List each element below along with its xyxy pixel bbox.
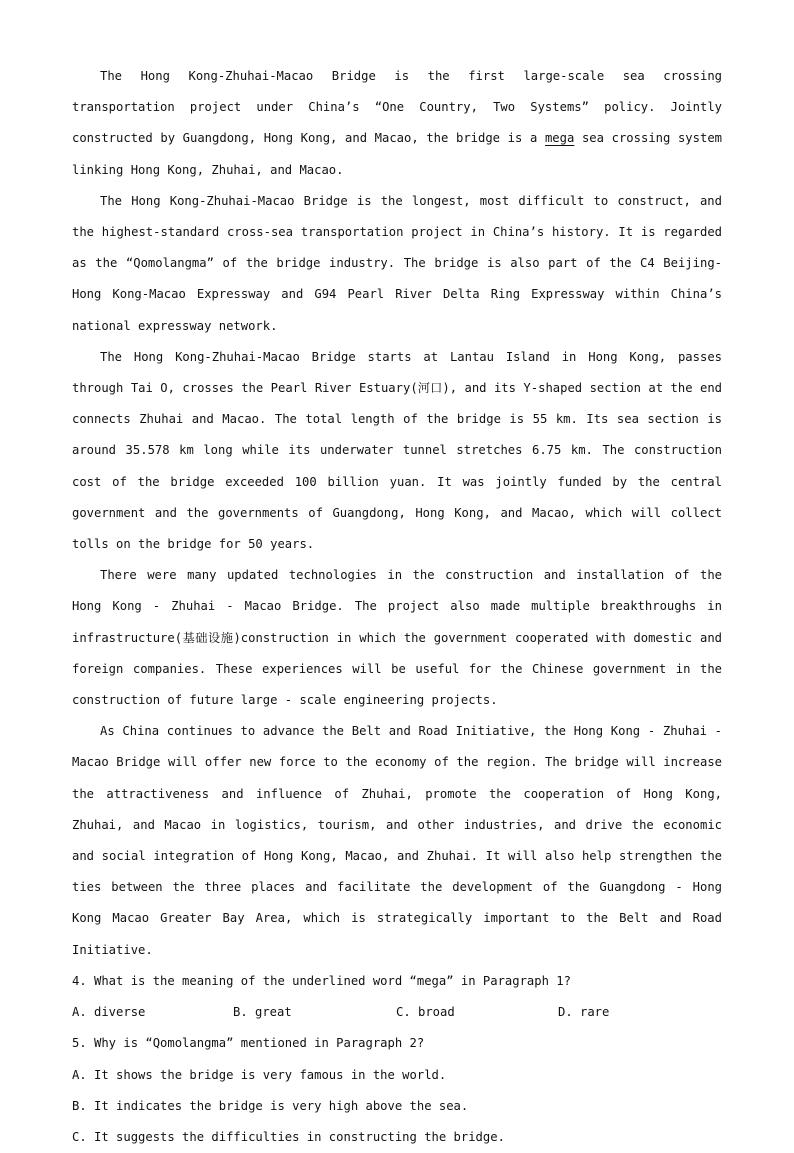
paragraph-3: The Hong Kong-Zhuhai-Macao Bridge starts at Lantau Island in Hong Kong, passes through Tai O, crosses the Pearl River Estuary(河口), and its Y-shaped section at the end connects Zhuhai and Macao. The total length of the bridge is 55 km. Its sea section is around 35.578 km long while its underwater tunnel stretches 6.75 km. The construction cost of the bridge exceeded 100 billion yuan. It was jointly funded by the central government and the governments of Guangdong, Hong Kong, and Macao, which will collect tolls on the bridge for 50 years. [72,349,722,552]
question-4-options [72,997,722,1028]
paragraph-2: The Hong Kong-Zhuhai-Macao Bridge is the longest, most difficult to construct, and the highest-standard cross-sea transportation project in China’s history. It is regarded as the “Qomolangma” of the bridge industry. The bridge is also part of the C4 Beijing-Hong Kong-Macao Expressway and G94 Pearl River Delta Ring Expressway within China’s national expressway network. [72,193,722,333]
paragraph-1-text-after: sea crossing system linking Hong Kong, Zhuhai, and Macao. [72,131,722,177]
paragraph-1-text-before: The Hong Kong-Zhuhai-Macao Bridge is the first large-scale sea crossing transportation project under China’s “One Country, Two Systems” policy. Jointly constructed by Guangdong, Hong Kong, and Macao, the bridge is a [72,69,722,146]
question-4-option-b: B. great [233,1005,292,1020]
underlined-word-mega: mega [544,131,575,146]
question-4-option-c: C. broad [396,1005,455,1020]
question-4-stem: 4. What is the meaning of the underlined word “mega” in Paragraph 1? [72,973,571,988]
paragraph-5: As China continues to advance the Belt and Road Initiative, the Hong Kong - Zhuhai - Macao Bridge will offer new force to the economy of the region. The bridge will increase the attractiveness and influence of Zhuhai, promote the cooperation of Hong Kong, Zhuhai, and Macao in logistics, tourism, and other industries, and drive the economic and social integration of Hong Kong, Macao, and Zhuhai. It will also help strengthen the ties between the three places and facilitate the development of the Guangdong - Hong Kong Macao Greater Bay Area, which is strategically important to the Belt and Road Initiative. [72,724,722,957]
paragraph-4: There were many updated technologies in the construction and installation of the Hong Kong - Zhuhai - Macao Bridge. The project also made multiple breakthroughs in infrastructure(基础设施)construction in which the government cooperated with domestic and foreign companies. These experiences will be useful for the Chinese government in the construction of future large - scale engineering projects. [72,568,722,708]
question-5-stem: 5. Why is “Qomolangma” mentioned in Paragraph 2? [72,1036,425,1051]
question-4 [72,966,722,1028]
question-5-option-b: B. It indicates the bridge is very high above the sea. [72,1098,469,1113]
question-4-option-a: A. diverse [72,1005,146,1020]
question-5-option-a: A. It shows the bridge is very famous in the world. [72,1067,447,1082]
question-5 [72,1028,722,1153]
paragraph-1 [72,61,722,186]
question-5-option-c: C. It suggests the difficulties in constructing the bridge. [72,1129,505,1144]
document-page [72,61,722,1153]
question-4-option-d: D. rare [558,1005,610,1020]
